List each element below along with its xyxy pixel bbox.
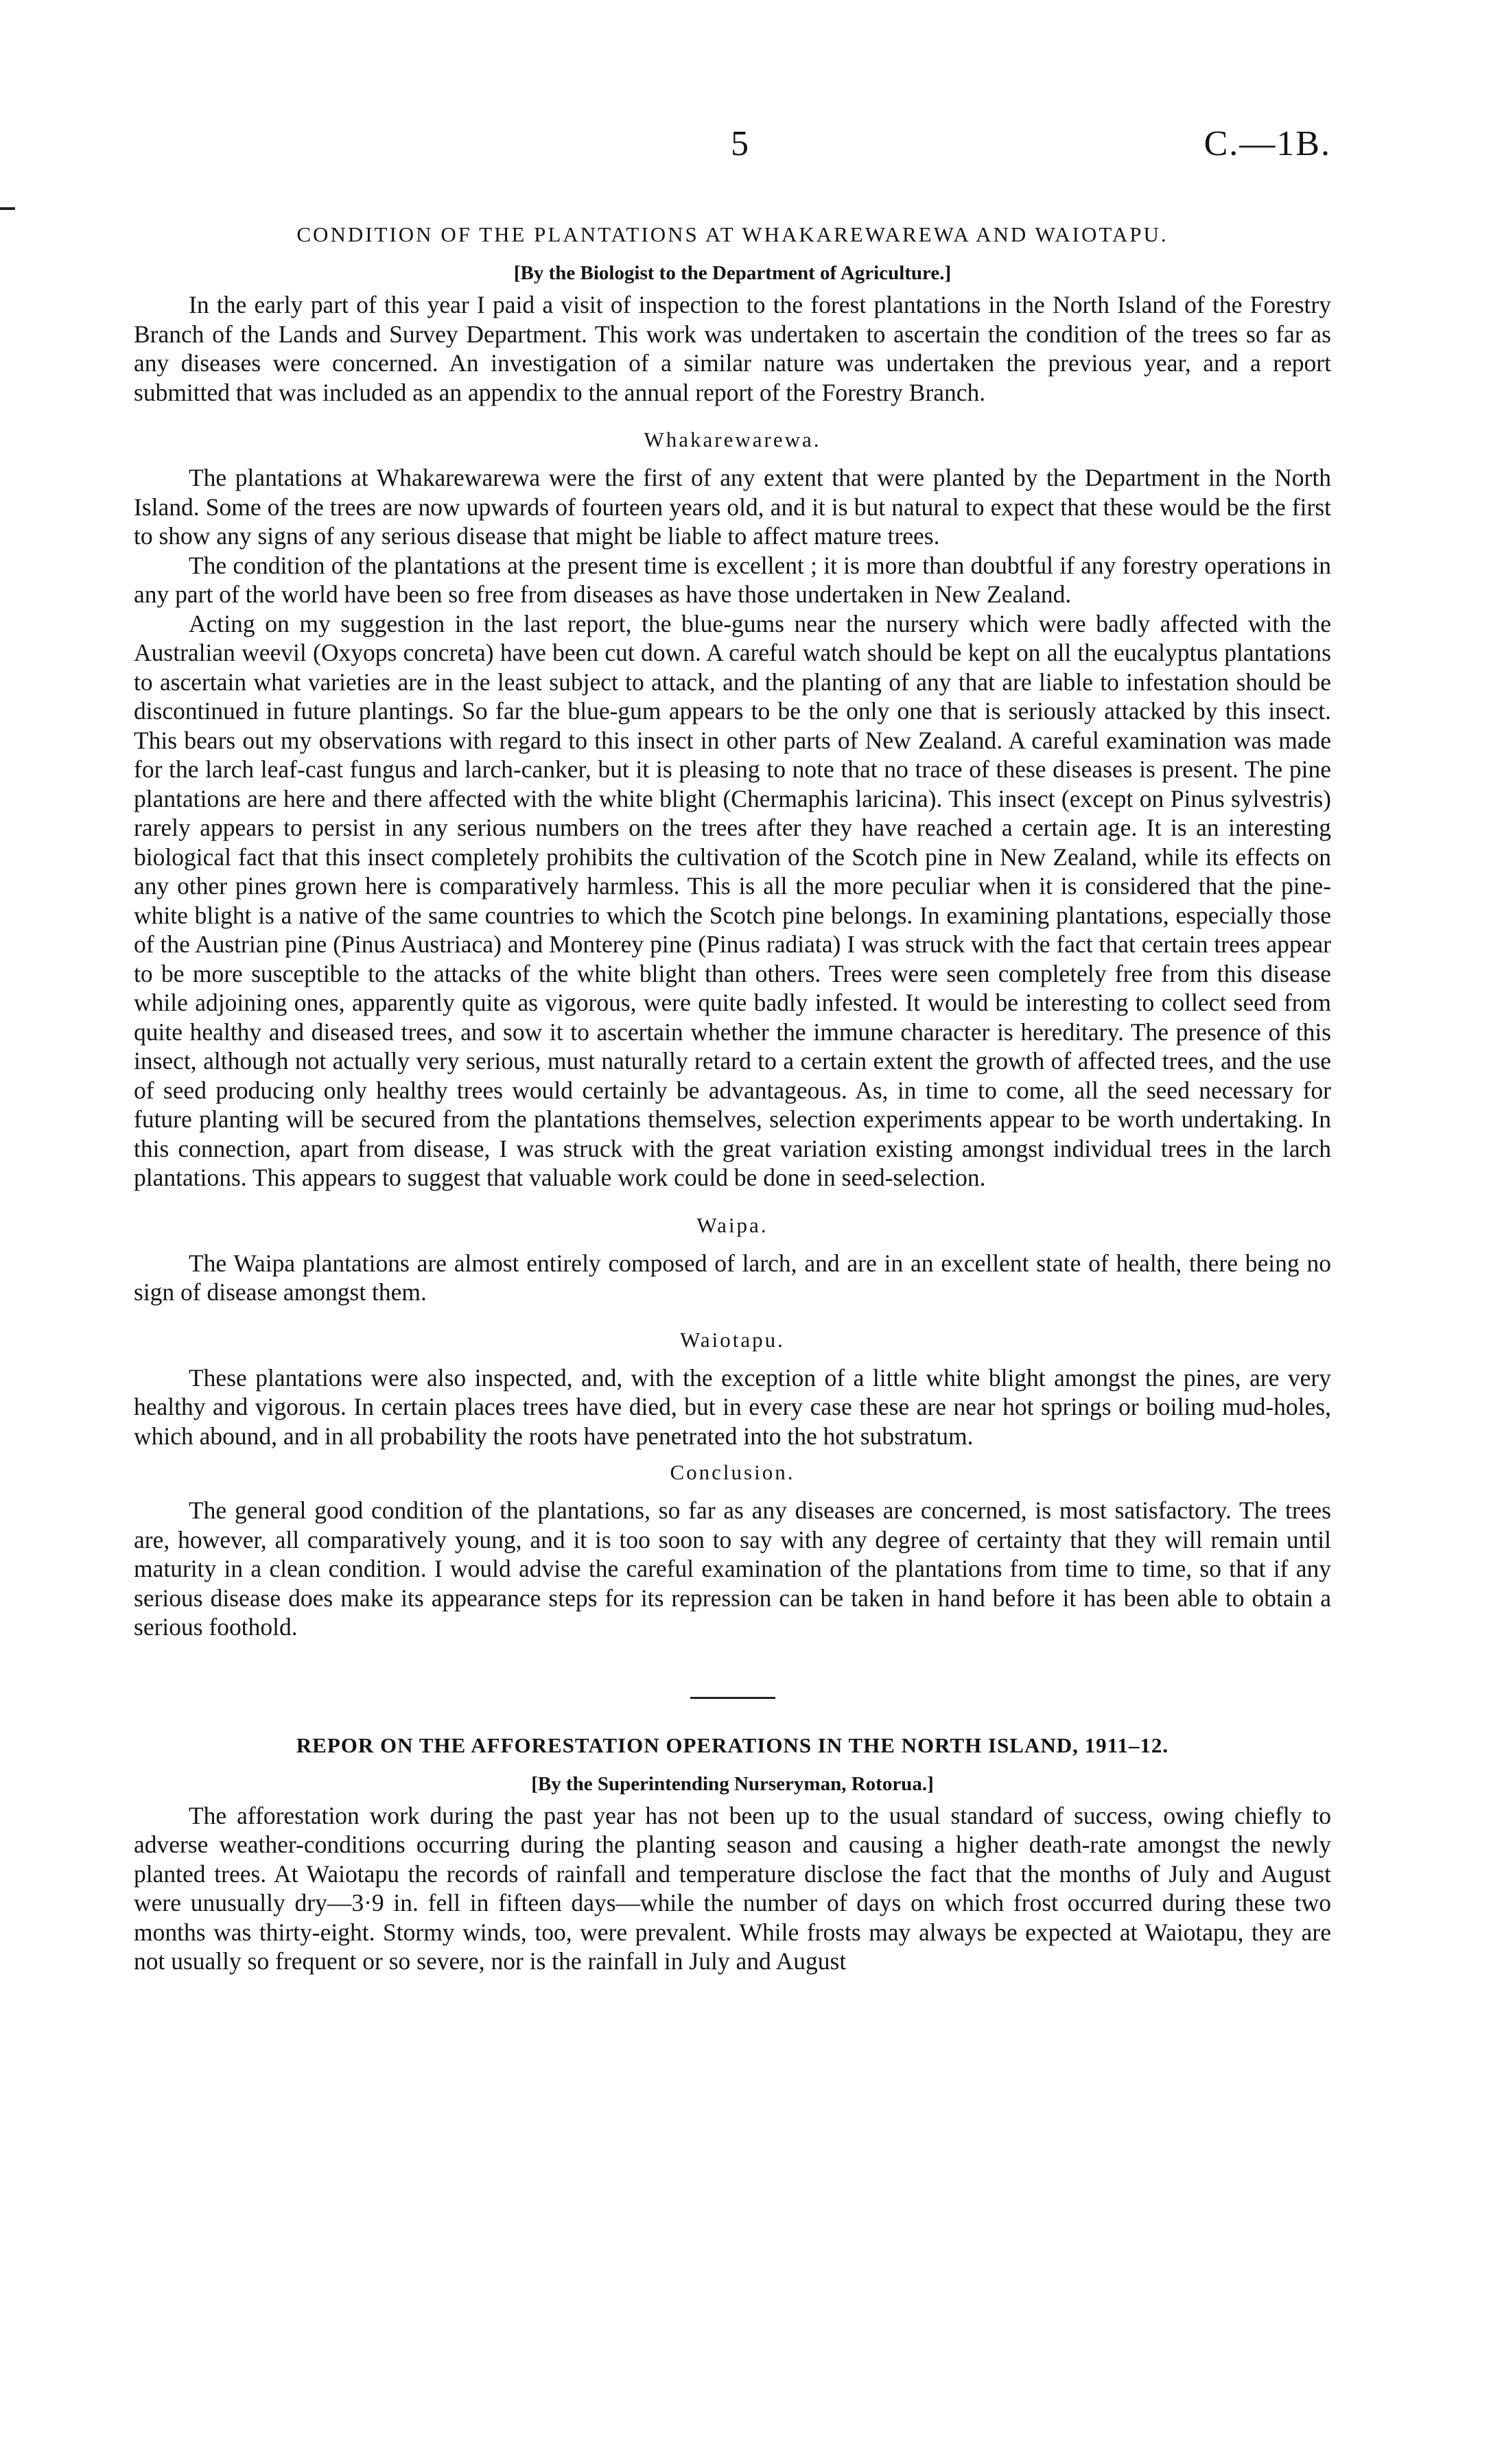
whakarewarewa-paragraph-3: Acting on my suggestion in the last report, the blue-gums near the nursery which were badly affected with the Australian weevil (Oxyops concreta) have been cut down. A careful watch should be kept on all the eucalyptus plantations to ascertain what varieties are in the least subject to attack, and the planting of any that are liable to infestation should be discontinued in future plantings. So far the blue-gum appears to be the only one that is seriously attacked by this insect. This bears out my observations with regard to this insect in other parts of New Zealand. A careful examination was made for the larch leaf-cast fungus and larch-canker, but it is pleasing to note that no trace of these diseases is present. The pine plantations are here and there affected with the white blight (Chermaphis laricina). This insect (except on Pinus sylvestris) rarely appears to persist in any serious numbers on the trees after they have reached a certain age. It is an interesting biological fact that this insect completely prohibits the cultivation of the Scotch pine in New Zealand, while its effects on any other pines grown here is comparatively harmless. This is all the more peculiar when it is considered that the pine-white blight is a native of the same countries to which the Scotch pine belongs. In examining plantations, especially those of the Austrian pine (Pinus Austriaca) and Monterey pine (Pinus radiata) I was struck with the fact that certain trees appear to be more susceptible to the attacks of the white blight than others. Trees were seen completely free from this disease while adjoining ones, apparently quite as vigorous, were quite badly infested. It would be interesting to collect seed from quite healthy and diseased trees, and sow it to ascertain whether the immune character is hereditary. The presence of this insect, although not actually very serious, must naturally retard to a certain extent the growth of affected trees, and the use of seed producing only healthy trees would certainly be advantageous. As, in time to come, all the seed necessary for future planting will be secured from the plantations themselves, selection experiments appear to be worth undertaking. In this connection, apart from disease, I was struck with the great variation existing amongst individual trees in the larch plantations. This appears to suggest that valuable work could be done in seed-selection. <box>134 609 1331 1191</box>
heading-whakarewarewa: Whakarewarewa. <box>644 427 821 451</box>
conclusion-paragraph: The general good condition of the plantations, so far as any diseases are concerned, is most satisfactory. The trees are, however, all comparatively young, and it is too soon to say with any degree of certainty that they will remain until maturity in a clean condition. I would advise the careful examination of the plantations from time to time, so that if any serious disease does make its appearance steps for its repression can be taken in hand before it has been able to obtain a serious foothold. <box>134 1497 1331 1641</box>
page-number: 5 <box>731 124 749 163</box>
report2-byline: [By the Superintending Nurseryman, Rotorua.] <box>531 1772 934 1795</box>
waipa-paragraph: The Waipa plantations are almost entirely composed of larch, and are in an excellent state of health, there being no sign of disease amongst them. <box>134 1249 1331 1306</box>
section-divider <box>690 1697 775 1699</box>
waiotapu-paragraph: These plantations were also inspected, and, with the exception of a little white blight amongst the pines, are very healthy and vigorous. In certain places trees have died, but in every case these are near hot springs or boiling mud-holes, which abound, and in all probability the roots have penetrated into the hot substratum. <box>134 1363 1331 1450</box>
report1-title: CONDITION OF THE PLANTATIONS AT WHAKAREWAREWA AND WAIOTAPU. <box>296 222 1169 246</box>
report2-paragraph-1: The afforestation work during the past year has not been up to the usual standard of success, owing chiefly to adverse weather-conditions occurring during the planting season and causing a higher death-rate amongst the newly planted trees. At Waiotapu the records of rainfall and temperature disclose the fact that the months of July and August were unusually dry—3·9 in. fell in fifteen days—while the number of days on which frost occurred during these two months was thirty-eight. Stormy winds, too, were prevalent. While frosts may always be expected at Waiotapu, they are not usually so frequent or so severe, nor is the rainfall in July and August <box>134 1801 1331 1975</box>
document-reference: C.—1B. <box>1204 124 1331 163</box>
heading-waiotapu: Waiotapu. <box>680 1327 785 1352</box>
document-page <box>134 117 1331 1976</box>
margin-mark <box>0 207 15 210</box>
report2-title: REPOR ON THE AFFORESTATION OPERATIONS IN THE NORTH ISLAND, 1911–12. <box>296 1733 1169 1757</box>
page-header <box>134 117 1331 178</box>
whakarewarewa-paragraph-2: The condition of the plantations at the present time is excellent ; it is more than doubtful if any forestry operations in any part of the world have been so free from diseases as have those undertaken in New Zealand. <box>134 551 1331 608</box>
report1-intro: In the early part of this year I paid a visit of inspection to the forest plantations in the North Island of the Forestry Branch of the Lands and Survey Department. This work was undertaken to ascertain the condition of the trees so far as any diseases were concerned. An investigation of a similar nature was undertaken the previous year, and a report submitted that was included as an appendix to the annual report of the Forestry Branch. <box>134 291 1331 406</box>
whakarewarewa-paragraph-1: The plantations at Whakarewarewa were the first of any extent that were planted by the Department in the North Island. Some of the trees are now upwards of fourteen years old, and it is but natural to expect that these would be the first to show any signs of any serious disease that might be liable to affect mature trees. <box>134 464 1331 550</box>
heading-conclusion: Conclusion. <box>670 1460 795 1484</box>
heading-waipa: Waipa. <box>696 1212 768 1237</box>
report1-byline: [By the Biologist to the Department of Agriculture.] <box>513 262 952 284</box>
